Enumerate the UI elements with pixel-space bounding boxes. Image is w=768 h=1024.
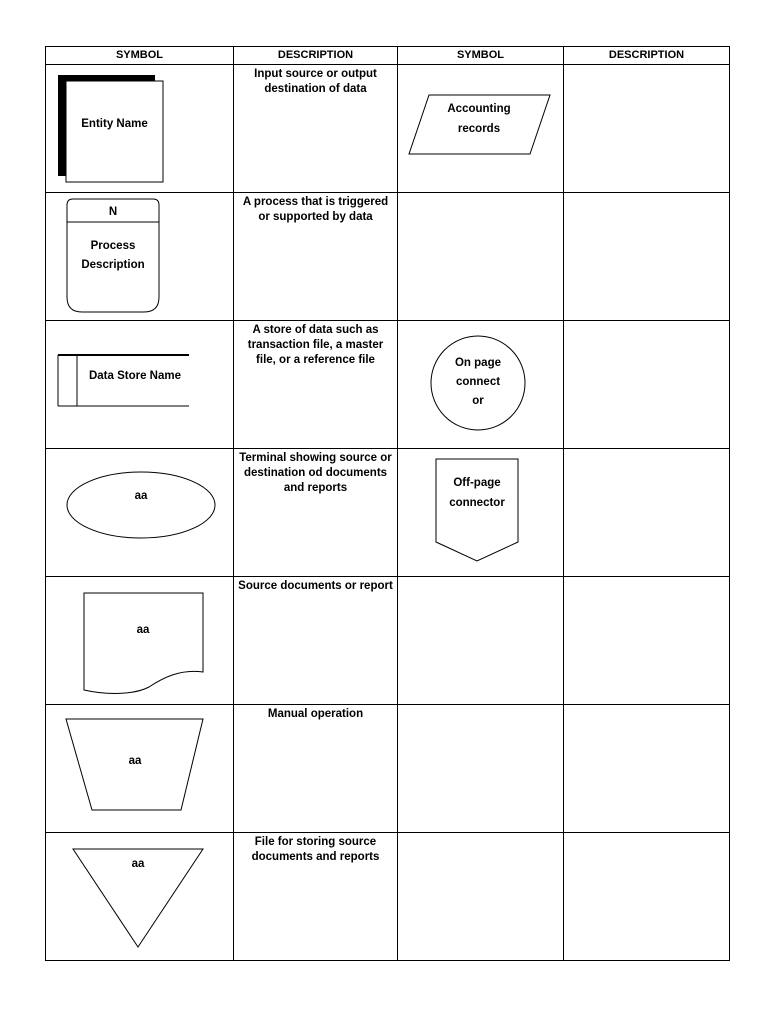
table-row (46, 321, 730, 449)
header-description-1: DESCRIPTION (234, 47, 398, 65)
document-label: aa (136, 624, 150, 636)
description-cell-2 (564, 449, 730, 577)
symbol-cell-2 (398, 833, 564, 961)
table-row (46, 193, 730, 321)
description-cell (234, 449, 398, 577)
symbol-cell (46, 449, 234, 577)
description-cell (234, 65, 398, 193)
file-label: aa (131, 858, 145, 870)
symbol-cell-2 (398, 321, 564, 449)
terminal-symbol (46, 449, 234, 576)
description-cell (234, 321, 398, 449)
parallelogram-symbol (398, 65, 564, 192)
description-text-2 (564, 193, 729, 195)
description-text: Input source or output destination of data (254, 68, 377, 95)
symbol-cell-2 (398, 65, 564, 193)
parallelogram-label-line: records (457, 123, 501, 135)
off-page-connector-symbol (398, 449, 564, 576)
table-row (46, 577, 730, 705)
description-cell-2 (564, 321, 730, 449)
description-text: File for storing source documents and reports (251, 836, 380, 863)
description-text: Terminal showing source or destination od documents and reports (239, 452, 392, 494)
description-cell-2 (564, 833, 730, 961)
symbol-cell-2 (398, 449, 564, 577)
header-description-2: DESCRIPTION (564, 47, 730, 65)
description-cell (234, 705, 398, 833)
terminal-label: aa (134, 490, 148, 502)
description-cell-2 (564, 193, 730, 321)
entity-symbol (46, 65, 234, 192)
manual-operation-symbol (46, 705, 234, 832)
description-text: A store of data such as transaction file, a master file, or a reference file (247, 324, 384, 366)
header-row (46, 47, 730, 65)
description-text-2 (564, 449, 729, 451)
entity-label: Entity Name (81, 118, 148, 130)
connector-label-line: or (472, 395, 484, 407)
symbol-cell (46, 705, 234, 833)
data-store-symbol (46, 321, 234, 448)
description-text-2 (564, 705, 729, 707)
process-number-label: N (108, 206, 118, 218)
symbol-cell (46, 321, 234, 449)
symbol-cell (46, 65, 234, 193)
file-symbol (46, 833, 234, 960)
data-store-label: Data Store Name (88, 370, 182, 382)
connector-label-line: connect (455, 376, 501, 388)
off-page-label-line: connector (449, 497, 505, 509)
symbols-table (45, 46, 730, 961)
description-cell-2 (564, 65, 730, 193)
description-text-2 (564, 577, 729, 579)
parallelogram-label-line: Accounting (447, 103, 511, 115)
symbol-cell (46, 193, 234, 321)
description-cell-2 (564, 705, 730, 833)
off-page-label-line: Off-page (453, 477, 501, 489)
table-row (46, 705, 730, 833)
header-symbol-2: SYMBOL (398, 47, 564, 65)
process-label-line: Process (90, 240, 136, 252)
description-cell (234, 193, 398, 321)
symbol-cell-2 (398, 193, 564, 321)
description-cell (234, 577, 398, 705)
description-text: Source documents or report (238, 580, 393, 592)
description-text-2 (564, 321, 729, 323)
symbol-cell (46, 577, 234, 705)
document-symbol (46, 577, 234, 704)
description-text: Manual operation (267, 708, 364, 720)
description-text: A process that is triggered or supported by data (242, 196, 389, 223)
symbol-cell-2 (398, 577, 564, 705)
description-cell (234, 833, 398, 961)
on-page-connector-symbol (398, 321, 564, 448)
symbol-cell-2 (398, 705, 564, 833)
description-cell-2 (564, 577, 730, 705)
header-symbol-1: SYMBOL (46, 47, 234, 65)
process-symbol (46, 193, 234, 320)
symbol-cell (46, 833, 234, 961)
process-label-line: Description (81, 259, 145, 271)
description-text-2 (564, 65, 729, 67)
manual-operation-label: aa (128, 755, 142, 767)
table-row (46, 65, 730, 193)
table-row (46, 833, 730, 961)
description-text-2 (564, 833, 729, 835)
connector-label-line: On page (454, 357, 502, 369)
table-row (46, 449, 730, 577)
